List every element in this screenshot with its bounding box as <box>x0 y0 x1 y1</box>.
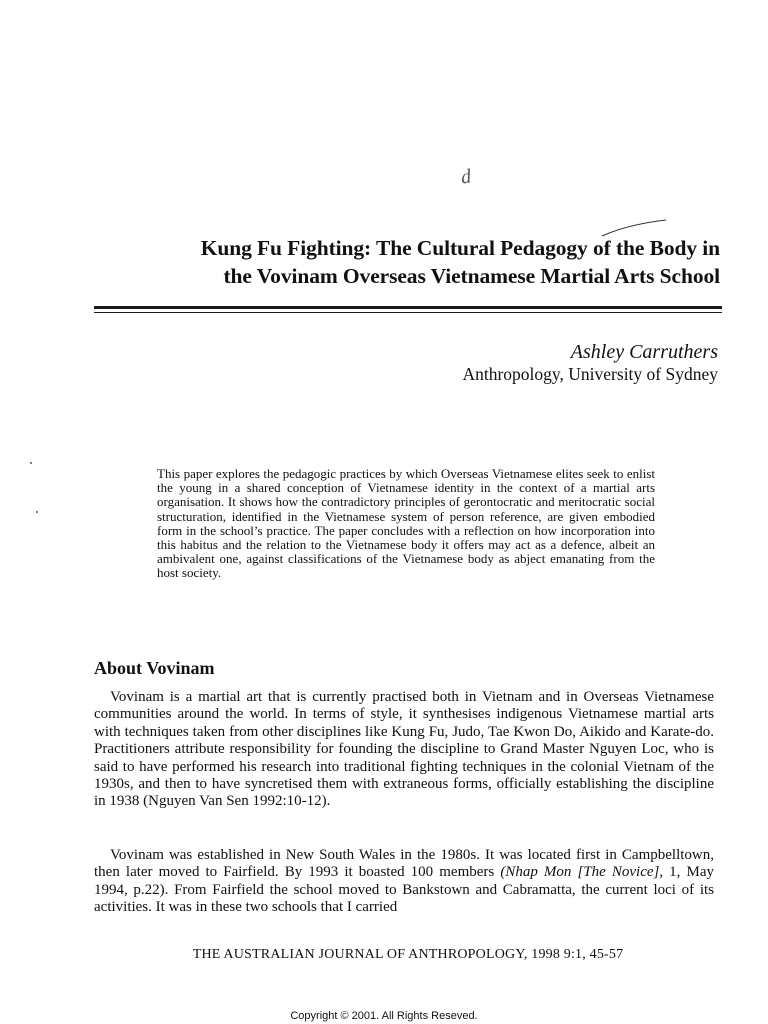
title-line-2: the Vovinam Overseas Vietnamese Martial Arts School <box>223 264 720 288</box>
scan-speck <box>30 462 32 464</box>
paper-title <box>120 234 720 290</box>
title-rule-thick <box>94 306 722 309</box>
body-paragraph-1: Vovinam is a martial art that is currently practised both in Vietnam and in Overseas Vietnamese communities around the world. In terms of style, it synthesises indigenous Vietnamese martial arts with techniques taken from other disciplines like Kung Fu, Judo, Tae Kwon Do, Aikido and Karate-do. Practitioners attribute responsibility for founding the discipline to Grand Master Nguyen Loc, who is said to have performed his research into traditional fighting techniques in the colonial Vietnam of the 1930s, and then to have syncretised them with extraneous forms, officially establishing the discipline in 1938 (Nguyen Van Sen 1992:10-12). <box>94 689 714 810</box>
author-affiliation: Anthropology, University of Sydney <box>462 364 718 384</box>
author-name: Ashley Carruthers <box>570 341 718 363</box>
scan-speck <box>36 511 38 513</box>
para2-italic-citation: (Nhap Mon [The Novice], <box>500 864 664 881</box>
para2-text-end: 1, May 1994, p.22). From Fairfield the school moved to Bankstown and Cabramatta, the current loci of its activities. It was in these two schools that I carried <box>94 864 714 916</box>
title-line-1: Kung Fu Fighting: The Cultural Pedagogy of the Body in <box>200 236 720 260</box>
handwritten-page-mark: d <box>459 165 473 189</box>
abstract: This paper explores the pedagogic practices by which Overseas Vietnamese elites seek to enlist the young in a shared conception of Vietnamese identity in the context of a martial arts organisation. It shows how the contradictory principles of gerontocratic and meritocratic social structuration, identified in the Vietnamese system of person reference, are given embodied form in the school’s practice. The paper concludes with a reflection on how incorporation into this habitus and the relation to the Vietnamese body it offers may act as a defence, albeit an ambivalent one, against classifications of the Vietnamese body as abject emanating from the host society. <box>157 466 655 581</box>
journal-citation: THE AUSTRALIAN JOURNAL OF ANTHROPOLOGY, 1998 9:1, 45-57 <box>192 947 624 962</box>
body-paragraph-2 <box>94 847 714 917</box>
copyright-notice: Copyright © 2001. All Rights Reseved. <box>290 1010 478 1022</box>
para2-text-start: Vovinam was established in New South Wales in the 1980s. It was located first in Campbelltown, then later moved to Fairfield. By 1993 it boasted 100 members <box>94 847 714 881</box>
section-heading: About Vovinam <box>94 658 215 678</box>
title-rule-thin <box>94 312 722 313</box>
